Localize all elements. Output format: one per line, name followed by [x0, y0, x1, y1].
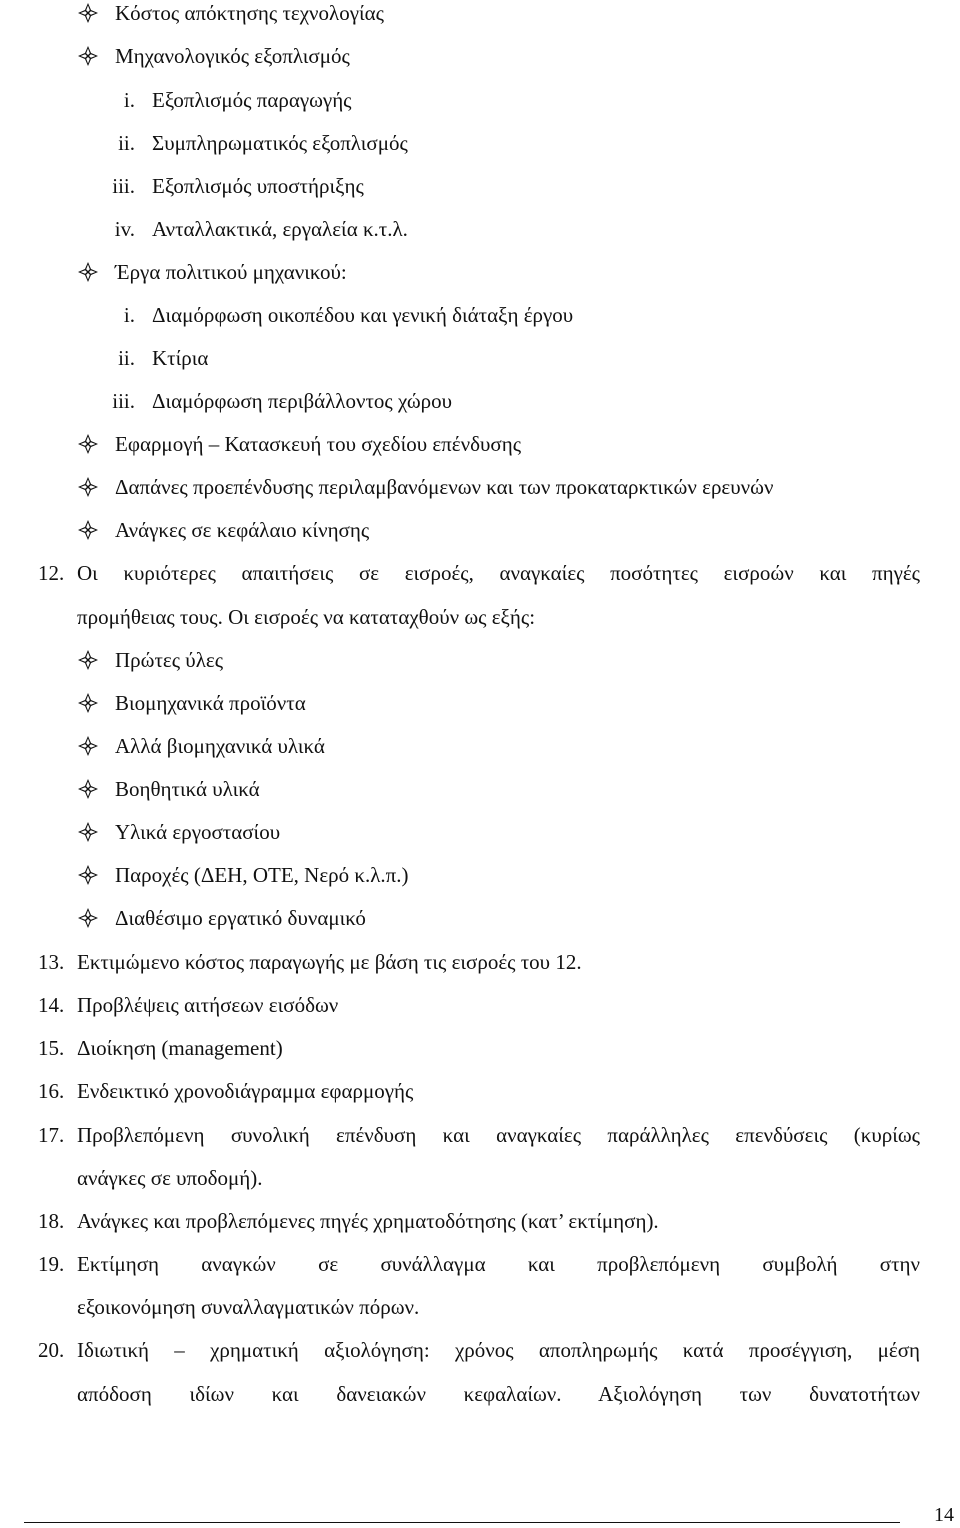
diamond-bullet-icon: [77, 778, 99, 800]
diamond-bullet-icon: [77, 821, 99, 843]
bullet-text: Εφαρμογή – Κατασκευή του σχεδίου επένδυσης: [115, 432, 522, 456]
list-item: Διαμόρφωση οικοπέδου και γενική διάταξη έργου: [152, 303, 574, 327]
list-item: Εξοπλισμός παραγωγής: [152, 88, 352, 112]
bullet-text: Αλλά βιομηχανικά υλικά: [115, 734, 325, 758]
list-item: Διαμόρφωση περιβάλλοντος χώρου: [152, 389, 453, 413]
diamond-bullet-icon: [77, 476, 99, 498]
diamond-bullet-icon: [77, 2, 99, 24]
diamond-bullet-icon: [77, 519, 99, 541]
roman-numeral: ii.: [118, 346, 135, 370]
item-number: 12.: [38, 561, 65, 585]
roman-numeral: ii.: [118, 131, 135, 155]
bullet-text: Πρώτες ύλες: [115, 648, 224, 672]
roman-numeral: iii.: [112, 174, 135, 198]
diamond-bullet-icon: [77, 649, 99, 671]
diamond-bullet-icon: [77, 692, 99, 714]
bullet-text: Έργα πολιτικού μηχανικού:: [115, 260, 347, 284]
bullet-text: Παροχές (ΔΕΗ, ΟΤΕ, Νερό κ.λ.π.): [115, 863, 409, 887]
paragraph-line: Οι κυριότερες απαιτήσεις σε εισροές, αναγκαίες ποσότητες εισροών και πηγές: [77, 561, 920, 585]
roman-numeral: iv.: [114, 217, 135, 241]
bullet-text: Ανάγκες σε κεφάλαιο κίνησης: [115, 518, 370, 542]
bullet-text: Κόστος απόκτησης τεχνολογίας: [115, 1, 384, 25]
diamond-bullet-icon: [77, 735, 99, 757]
diamond-bullet-icon: [77, 907, 99, 929]
list-item: Ενδεικτικό χρονοδιάγραμμα εφαρμογής: [77, 1079, 414, 1103]
bullet-text: Διαθέσιμο εργατικό δυναμικό: [115, 906, 366, 930]
page-number: 14: [934, 1504, 954, 1526]
list-item: Συμπληρωματικός εξοπλισμός: [152, 131, 408, 155]
bullet-text: Μηχανολογικός εξοπλισμός: [115, 44, 350, 68]
paragraph-line: απόδοση ιδίων και δανειακών κεφαλαίων. Αξιολόγηση των δυνατοτήτων: [77, 1382, 920, 1406]
paragraph-line: εξοικονόμηση συναλλαγματικών πόρων.: [77, 1295, 420, 1319]
bullet-text: Υλικά εργοστασίου: [115, 820, 281, 844]
diamond-bullet-icon: [77, 45, 99, 67]
paragraph-line: Ιδιωτική – χρηματική αξιολόγηση: χρόνος αποπληρωμής κατά προσέγγιση, μέση: [77, 1338, 920, 1362]
list-item: Κτίρια: [152, 346, 209, 370]
list-item: Ανάγκες και προβλεπόμενες πηγές χρηματοδότησης (κατ’ εκτίμηση).: [77, 1209, 659, 1233]
diamond-bullet-icon: [77, 433, 99, 455]
item-number: 20.: [38, 1338, 65, 1362]
item-number: 14.: [38, 993, 65, 1017]
item-number: 15.: [38, 1036, 65, 1060]
item-number: 19.: [38, 1252, 65, 1276]
diamond-bullet-icon: [77, 864, 99, 886]
item-number: 18.: [38, 1209, 65, 1233]
bullet-text: Βιομηχανικά προϊόντα: [115, 691, 306, 715]
paragraph-line: Εκτίμηση αναγκών σε συνάλλαγμα και προβλεπόμενη συμβολή στην: [77, 1252, 920, 1276]
paragraph-line: Προβλεπόμενη συνολική επένδυση και αναγκαίες παράλληλες επενδύσεις (κυρίως: [77, 1123, 920, 1147]
roman-numeral: iii.: [112, 389, 135, 413]
diamond-bullet-icon: [77, 261, 99, 283]
item-number: 13.: [38, 950, 65, 974]
list-item: Διοίκηση (management): [77, 1036, 283, 1060]
list-item: Προβλέψεις αιτήσεων εισόδων: [77, 993, 339, 1017]
item-number: 16.: [38, 1079, 65, 1103]
list-item: Ανταλλακτικά, εργαλεία κ.τ.λ.: [152, 217, 408, 241]
bullet-text: Δαπάνες προεπένδυσης περιλαμβανόμενων και των προκαταρκτικών ερευνών: [115, 475, 774, 499]
list-item: Εξοπλισμός υποστήριξης: [152, 174, 364, 198]
item-number: 17.: [38, 1123, 65, 1147]
list-item: Εκτιμώμενο κόστος παραγωγής με βάση τις εισροές του 12.: [77, 950, 582, 974]
roman-numeral: i.: [123, 303, 135, 327]
paragraph-line: ανάγκες σε υποδομή).: [77, 1166, 263, 1190]
roman-numeral: i.: [123, 88, 135, 112]
footer-rule: [24, 1522, 900, 1523]
paragraph-line: προμήθειας τους. Οι εισροές να καταταχθούν ως εξής:: [77, 605, 536, 629]
bullet-text: Βοηθητικά υλικά: [115, 777, 260, 801]
